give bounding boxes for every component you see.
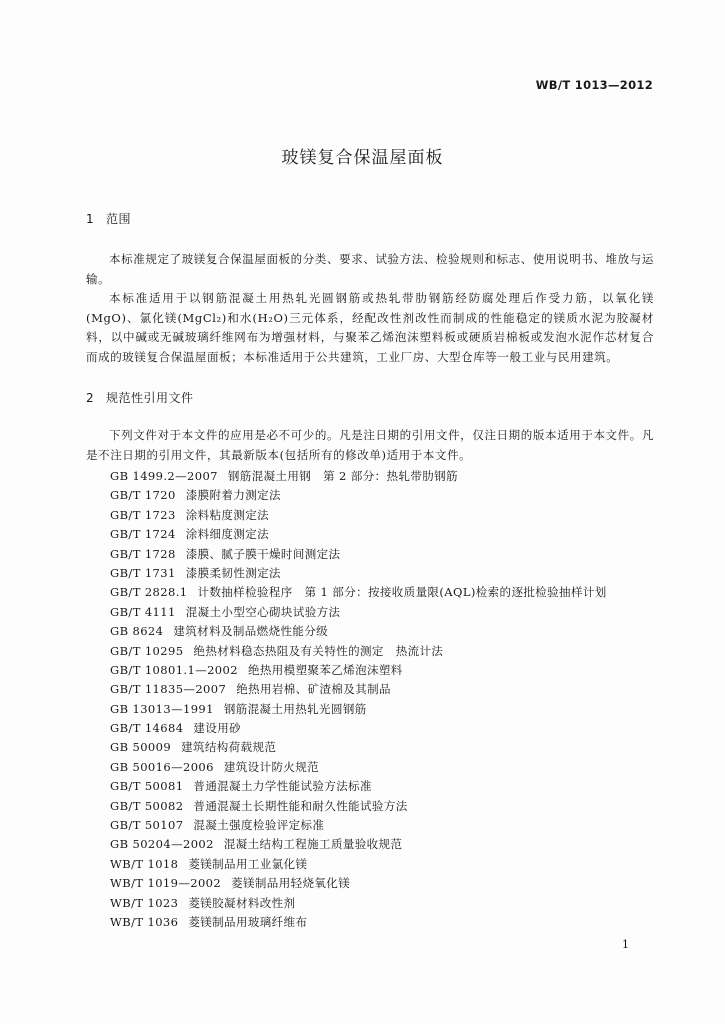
reference-code: GB/T 1720 [110,488,176,503]
reference-code: GB 50204—2002 [110,837,214,852]
reference-code: GB/T 4111 [110,604,176,619]
reference-title: 混凝土强度检验评定标准 [193,818,325,833]
reference-item [110,622,607,641]
reference-title: 普通混凝土长期性能和耐久性能试验方法 [193,798,408,813]
reference-title: 钢筋混凝土用钢 第 2 部分：热轧带肋钢筋 [227,469,458,483]
page-number: 1 [622,938,629,951]
reference-item [110,894,607,913]
reference-code: GB 50009 [110,740,172,755]
reference-code: GB/T 1724 [110,527,176,542]
reference-title: 绝热用岩棉、矿渣棉及其制品 [236,682,391,697]
section-number: 2 [86,391,95,405]
reference-code: GB/T 10295 [110,643,184,658]
reference-item [110,525,607,544]
reference-title: 菱镁胶凝材料改性剂 [188,895,296,910]
reference-code: GB/T 1728 [110,546,176,561]
reference-item [110,738,607,757]
reference-item [110,816,607,835]
reference-title: 钢筋混凝土用热轧光圆钢筋 [223,701,367,716]
reference-list [110,467,607,932]
reference-title: 建设用砂 [193,721,242,736]
reference-title: 建筑设计防火规范 [223,759,320,774]
reference-code: GB/T 10801.1—2002 [110,662,238,677]
section-number: 1 [86,212,95,226]
reference-item [110,583,607,602]
reference-item [110,700,607,719]
reference-item [110,874,607,893]
reference-code: GB/T 50082 [110,798,184,813]
reference-title: 菱镁制品用玻璃纤维布 [188,914,308,929]
reference-item [110,719,607,738]
reference-code: GB 1499.2—2007 [110,469,218,483]
standard-number: WB/T 1013—2012 [535,78,653,92]
reference-code: GB 13013—1991 [110,701,214,716]
reference-code: GB/T 14684 [110,721,184,736]
reference-item [110,564,607,583]
reference-code: WB/T 1023 [110,895,179,910]
reference-title: 建筑结构荷载规范 [181,740,277,755]
reference-item [110,680,607,699]
reference-item [110,913,607,932]
reference-item [110,855,607,874]
reference-item [110,661,607,680]
reference-title: 涂料粘度测定法 [185,507,270,522]
reference-code: GB/T 1723 [110,507,176,522]
reference-title: 菱镁制品用轻烧氧化镁 [231,876,351,891]
reference-title: 混凝土小型空心砌块试验方法 [185,604,341,619]
references-intro-paragraph: 下列文件对于本文件的应用是必不可少的。凡是注日期的引用文件，仅注日期的版本适用于本文件。凡是不注日期的引用文件，其最新版本(包括所有的修改单)适用于本文件。 [86,428,654,462]
reference-code: WB/T 1018 [110,856,179,871]
section-title: 规范性引用文件 [106,391,194,405]
reference-code: GB/T 1731 [110,565,176,580]
section-title: 范围 [106,212,132,226]
reference-title: 漆膜柔韧性测定法 [185,565,281,580]
reference-code: GB 8624 [110,624,164,639]
reference-title: 涂料细度测定法 [185,527,270,542]
reference-item [110,642,607,661]
reference-code: WB/T 1036 [110,914,179,929]
reference-title: 漆膜、腻子膜干燥时间测定法 [185,546,341,561]
reference-item [110,797,607,816]
reference-item [110,486,607,505]
section-heading-scope [86,210,131,227]
reference-item [110,777,607,796]
reference-code: WB/T 1019—2002 [110,876,222,891]
reference-item [110,835,607,854]
reference-title: 计数抽样检验程序 第 1 部分：按接收质量限(AQL)检索的逐批检验抽样计划 [197,585,607,600]
document-title: 玻镁复合保温屋面板 [281,148,444,168]
reference-title: 普通混凝土力学性能试验方法标准 [193,779,372,794]
reference-title: 建筑材料及制品燃烧性能分级 [173,624,329,639]
reference-item [110,603,607,622]
reference-item [110,506,607,525]
reference-title: 绝热用模塑聚苯乙烯泡沫塑料 [247,662,403,677]
reference-item [110,758,607,777]
reference-code: GB/T 50081 [110,779,184,794]
reference-title: 菱镁制品用工业氯化镁 [188,856,308,871]
reference-code: GB/T 11835—2007 [110,682,227,697]
reference-item [110,545,607,564]
reference-title: 漆膜附着力测定法 [185,488,281,503]
reference-code: GB 50016—2006 [110,759,214,774]
reference-item [110,467,607,486]
scope-paragraph-2: 本标准适用于以钢筋混凝土用热轧光圆钢筋或热轧带肋钢筋经防腐处理后作受力筋，以氧化镁(MgO)、氯化镁(MgCl₂)和水(H₂O)三元体系，经配改性剂改性而制成的性能稳定的镁质水泥为胶凝材料，以中碱或无碱玻璃纤维网布为增强材料，与聚苯乙烯泡沫塑料板或硬质岩棉板或发泡水泥作芯材复合而成的玻镁复合保温屋面板；本标准适用于公共建筑，工业厂房、大型仓库等一般工业与民用建筑。 [86,291,654,364]
reference-title: 混凝土结构工程施工质量验收规范 [223,837,403,852]
reference-title: 绝热材料稳态热阻及有关特性的测定 热流计法 [193,643,444,658]
reference-code: GB/T 50107 [110,818,184,833]
reference-code: GB/T 2828.1 [110,585,188,600]
section-heading-normative-references [86,389,194,406]
scope-paragraph-1: 本标准规定了玻镁复合保温屋面板的分类、要求、试验方法、检验规则和标志、使用说明书、堆放与运输。 [86,252,654,286]
